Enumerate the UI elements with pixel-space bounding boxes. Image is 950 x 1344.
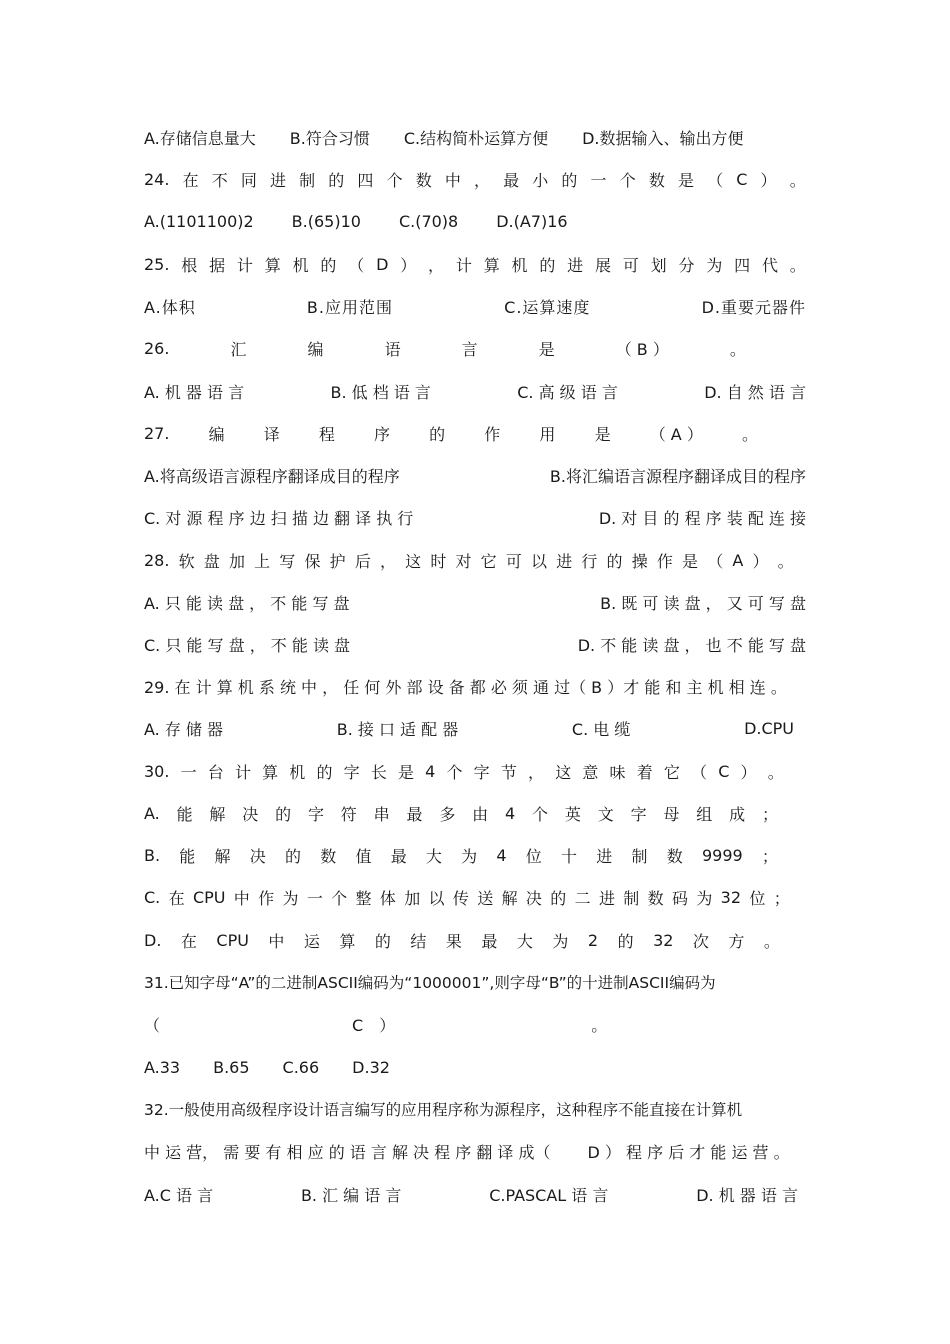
- q28-stem-token: （: [707, 551, 724, 571]
- q24-stem-token: 中: [444, 170, 461, 190]
- q31-option-d: D.32: [352, 1057, 390, 1077]
- q30-stem-token: 是: [397, 762, 414, 782]
- q28-option-d: D. 不 能 读 盘 ， 也 不 能 写 盘: [577, 635, 806, 655]
- q26-options: [144, 376, 806, 406]
- q30-option-c-token: 体: [379, 888, 396, 908]
- q30-stem-token: 一: [180, 762, 197, 782]
- q30-option-c-token: 中: [233, 888, 250, 908]
- q30-option-a-token: ；: [761, 804, 778, 824]
- q30-option-b-token: ；: [761, 846, 778, 866]
- q30-stem-token: 。: [767, 762, 784, 782]
- q30-option-b-token: 的: [284, 846, 301, 866]
- q27-stem-token: 序: [374, 424, 391, 444]
- q27-stem-token: 是: [594, 424, 611, 444]
- q28-stem-token: 软: [178, 551, 195, 571]
- q30-option-c-token: 进: [598, 888, 615, 908]
- q30-option-c-token: 位: [749, 888, 766, 908]
- q30-option-c-token: 加: [404, 888, 421, 908]
- q30-option-d-token: 的: [374, 931, 391, 951]
- q25-stem-token: 展: [595, 255, 612, 275]
- q24-stem-token: 。: [789, 170, 806, 190]
- q30-option-d-token: 的: [617, 931, 634, 951]
- q30-option-c-token: 的: [550, 888, 567, 908]
- q28-stem-token: 。: [777, 551, 794, 571]
- q30-option-d-token: 。: [763, 931, 780, 951]
- q27-stem-token: 编: [208, 424, 225, 444]
- q30-option-a-token: 的: [275, 804, 292, 824]
- q28-option-a: A. 只 能 读 盘 ， 不 能 写 盘: [144, 593, 350, 613]
- q24-stem: [144, 164, 806, 194]
- q30-option-a-token: 决: [242, 804, 259, 824]
- q25-stem-token: 计: [236, 255, 253, 275]
- q30-option-c-token: 决: [525, 888, 542, 908]
- q30-stem-token: 字: [343, 762, 360, 782]
- q26-option-c: C. 高 级 语 言: [517, 382, 618, 402]
- q28-stem-token: 的: [606, 551, 623, 571]
- q30-option-b: [144, 840, 778, 870]
- q30-option-b-token: 4: [496, 845, 507, 865]
- q23-option-a: A.存储信息量大: [144, 128, 256, 148]
- q24-stem-token: 进: [270, 170, 287, 190]
- q29-stem-text: 29. 在 计 算 机 系 统 中 ， 任 何 外 部 设 备 都 必 须 通 过（ B ）才 能 和 主 机 相 连 。: [144, 677, 787, 697]
- q30-option-c-token: ；: [773, 888, 790, 908]
- q30-option-c-token: 作: [258, 888, 275, 908]
- q28-stem-token: 以: [531, 551, 548, 571]
- q27-stem-token: 用: [539, 424, 556, 444]
- q27-stem: [144, 418, 758, 448]
- q30-option-d-token: 方: [728, 931, 745, 951]
- q32-stem-text-2: 中 运 营， 需 要 有 相 应 的 语 言 解 决 程 序 翻 译 成（ D ） 程 序 后 才 能 运 营 。: [144, 1142, 790, 1162]
- q30-option-c: [144, 882, 790, 912]
- q31-options: [144, 1052, 806, 1082]
- q24-stem-token: C: [736, 169, 748, 189]
- q31-stem-text: 31.已知字母“A”的二进制ASCII编码为“1000001”,则字母“B”的十进制ASCII编码为: [144, 974, 716, 992]
- q28-stem-token: 这: [405, 551, 422, 571]
- q24-stem-token: 个: [619, 170, 636, 190]
- q30-stem-token: 30.: [144, 761, 170, 781]
- q24-options: [144, 206, 806, 236]
- q26-option-a: A. 机 器 语 言: [144, 382, 245, 402]
- q30-option-c-token: 制: [623, 888, 640, 908]
- q30-stem-token: ，: [528, 762, 545, 782]
- q32-option-a: A.C 语 言: [144, 1185, 214, 1205]
- q29-options: [144, 713, 794, 743]
- q30-stem-token: 它: [663, 762, 680, 782]
- q24-stem-token: 一: [590, 170, 607, 190]
- q27-stem-token: 27.: [144, 423, 170, 443]
- q30-stem-token: 字: [473, 762, 490, 782]
- q30-option-b-token: 为: [461, 846, 478, 866]
- q28-stem-token: 后: [354, 551, 371, 571]
- q30-stem-token: 个: [446, 762, 463, 782]
- q30-option-a-token: 能: [176, 804, 193, 824]
- q25-option-d: D.重要元器件: [701, 297, 806, 317]
- q25-stem-token: 进: [567, 255, 584, 275]
- q30-stem-token: 味: [609, 762, 626, 782]
- q30-stem-token: 的: [316, 762, 333, 782]
- q25-stem-token: 机: [511, 255, 528, 275]
- q25-stem-token: 的: [320, 255, 337, 275]
- q25-stem-token: 的: [539, 255, 556, 275]
- q25-stem-token: 机: [292, 255, 309, 275]
- q27-options-cd: [144, 502, 806, 532]
- q30-option-c-token: 以: [428, 888, 445, 908]
- q30-option-c-token: 在: [168, 888, 185, 908]
- q30-option-a-token: 组: [696, 804, 713, 824]
- q30-option-a-token: 英: [564, 804, 581, 824]
- q30-stem: [144, 756, 784, 786]
- q27-stem-token: 。: [741, 424, 758, 444]
- q25-stem: [144, 249, 806, 279]
- q24-stem-token: 四: [357, 170, 374, 190]
- q30-option-d-token: 次: [692, 931, 709, 951]
- q30-stem-token: ）: [740, 762, 757, 782]
- q30-option-b-token: 制: [631, 846, 648, 866]
- q30-option-a-token: 字: [307, 804, 324, 824]
- q30-option-c-token: 为: [696, 888, 713, 908]
- q30-option-c-token: CPU: [192, 887, 226, 907]
- q30-stem-token: 算: [262, 762, 279, 782]
- q30-option-a-token: 由: [472, 804, 489, 824]
- q30-option-d-token: 算: [339, 931, 356, 951]
- q30-option-b-token: 位: [525, 846, 542, 866]
- q32-option-b: B. 汇 编 语 言: [300, 1185, 402, 1205]
- q28-stem-token: 对: [455, 551, 472, 571]
- q30-option-d-token: 在: [180, 931, 197, 951]
- q24-stem-token: 个: [386, 170, 403, 190]
- q26-option-d: D. 自 然 语 言: [704, 382, 806, 402]
- q25-stem-token: 算: [483, 255, 500, 275]
- q25-option-b: B.应用范围: [306, 297, 393, 317]
- q32-stem-line2: [144, 1136, 806, 1166]
- q31-answer: [144, 1009, 806, 1039]
- q26-stem-token: 编: [307, 339, 324, 359]
- q30-option-c-token: 二: [574, 888, 591, 908]
- q30-option-a-token: 个: [532, 804, 549, 824]
- q30-option-b-token: B.: [144, 845, 161, 865]
- q24-option-a: A.(1101100)2: [144, 211, 254, 231]
- q25-stem-token: 根: [181, 255, 198, 275]
- q30-option-a-token: 最: [406, 804, 423, 824]
- q30-option-d-token: 2: [587, 930, 599, 950]
- q25-stem-token: 划: [650, 255, 667, 275]
- q29-option-c: C. 电 缆: [571, 719, 631, 739]
- q25-stem-token: 算: [264, 255, 281, 275]
- q29-option-b: B. 接 口 适 配 器: [336, 719, 459, 739]
- q28-stem: [144, 545, 794, 575]
- q30-option-d: [144, 925, 780, 955]
- q30-option-d-token: 32: [653, 930, 674, 950]
- q26-stem-token: 汇: [230, 339, 247, 359]
- q24-stem-token: 小: [532, 170, 549, 190]
- q30-option-a-token: 4: [505, 803, 516, 823]
- q31-stem: [144, 967, 806, 997]
- q30-option-a-token: 文: [597, 804, 614, 824]
- q25-stem-token: 为: [706, 255, 723, 275]
- q30-option-c-token: 传: [452, 888, 469, 908]
- q26-stem: [144, 333, 806, 363]
- q25-stem-token: 四: [734, 255, 751, 275]
- q24-stem-token: 制: [299, 170, 316, 190]
- q30-option-b-token: 进: [596, 846, 613, 866]
- q25-stem-token: 25.: [144, 254, 170, 274]
- q30-option-d-token: 果: [445, 931, 462, 951]
- q24-stem-token: 不: [211, 170, 228, 190]
- q30-stem-token: 这: [555, 762, 572, 782]
- q27-option-d: D. 对 目 的 程 序 装 配 连 接: [598, 508, 806, 528]
- q28-stem-token: 它: [480, 551, 497, 571]
- q30-option-b-token: 能: [179, 846, 196, 866]
- q30-option-b-token: 数: [666, 846, 683, 866]
- q23-option-d: D.数据输入、输出方便: [582, 128, 744, 148]
- q27-option-c: C. 对 源 程 序 边 扫 描 边 翻 译 执 行: [144, 508, 414, 528]
- q31-period: 。: [591, 1015, 608, 1035]
- q30-stem-token: 长: [370, 762, 387, 782]
- q28-stem-token: ，: [379, 551, 396, 571]
- q25-options: [144, 291, 806, 321]
- q30-option-a-token: 符: [340, 804, 357, 824]
- q24-stem-token: 是: [677, 170, 694, 190]
- q30-option-a-token: 解: [209, 804, 226, 824]
- q30-stem-token: 台: [207, 762, 224, 782]
- q27-stem-token: 程: [318, 424, 335, 444]
- q28-stem-token: 可: [505, 551, 522, 571]
- q30-stem-token: 机: [289, 762, 306, 782]
- q30-option-a-token: 字: [630, 804, 647, 824]
- q31-option-c: C.66: [282, 1057, 320, 1077]
- q24-stem-token: 在: [182, 170, 199, 190]
- q28-stem-token: 是: [682, 551, 699, 571]
- q28-stem-token: 进: [556, 551, 573, 571]
- q30-stem-token: 意: [582, 762, 599, 782]
- q24-stem-token: 数: [415, 170, 432, 190]
- q32-option-c: C.PASCAL 语 言: [489, 1185, 609, 1205]
- q32-option-d: D. 机 器 语 言: [696, 1185, 798, 1205]
- q26-option-b: B. 低 档 语 言: [330, 382, 431, 402]
- q30-stem-token: 节: [500, 762, 517, 782]
- q28-stem-token: 写: [279, 551, 296, 571]
- q27-option-a: A.将高级语言源程序翻译成目的程序: [144, 466, 400, 486]
- q24-stem-token: ）: [760, 170, 777, 190]
- q30-option-c-token: 数: [647, 888, 664, 908]
- q30-option-a-token: 成: [729, 804, 746, 824]
- q25-stem-token: 。: [789, 255, 806, 275]
- q24-stem-token: 的: [561, 170, 578, 190]
- q27-option-b: B.将汇编语言源程序翻译成目的程序: [549, 466, 806, 486]
- q30-option-a-token: 串: [373, 804, 390, 824]
- q30-option-c-token: 32: [720, 887, 742, 907]
- q26-stem-token: 。: [729, 339, 746, 359]
- q24-stem-token: 的: [328, 170, 345, 190]
- q26-stem-token: （ B ）: [615, 339, 669, 359]
- q28-stem-token: 加: [228, 551, 245, 571]
- q31-option-b: B.65: [213, 1057, 250, 1077]
- q28-stem-token: 时: [430, 551, 447, 571]
- q31-open-paren: （: [144, 1015, 161, 1035]
- q28-stem-token: 护: [329, 551, 346, 571]
- q27-options-ab: [144, 460, 806, 490]
- q31-answer-letter: C ）: [352, 1015, 396, 1035]
- q30-option-b-token: 数: [320, 846, 337, 866]
- q30-option-b-token: 十: [561, 846, 578, 866]
- q30-option-c-token: 为: [282, 888, 299, 908]
- q30-option-d-token: 结: [410, 931, 427, 951]
- q29-option-d: D.CPU: [744, 718, 794, 738]
- q30-option-a: [144, 798, 778, 828]
- q30-option-b-token: 决: [249, 846, 266, 866]
- q27-stem-token: 作: [484, 424, 501, 444]
- q28-option-c: C. 只 能 写 盘 ， 不 能 读 盘: [144, 635, 351, 655]
- q25-option-c: C.运算速度: [504, 297, 591, 317]
- q25-stem-token: 据: [209, 255, 226, 275]
- q30-option-b-token: 最: [390, 846, 407, 866]
- q30-option-c-token: C.: [144, 887, 161, 907]
- q28-stem-token: 上: [254, 551, 271, 571]
- q25-stem-token: 计: [455, 255, 472, 275]
- q30-option-d-token: 中: [268, 931, 285, 951]
- q24-option-c: C.(70)8: [398, 211, 459, 231]
- q30-option-c-token: 送: [477, 888, 494, 908]
- q32-stem-line1: [144, 1094, 806, 1124]
- q30-option-a-token: 母: [663, 804, 680, 824]
- q28-stem-token: 作: [656, 551, 673, 571]
- q28-stem-token: 盘: [203, 551, 220, 571]
- q24-option-b: B.(65)10: [291, 211, 361, 231]
- q30-option-a-token: A.: [144, 803, 160, 823]
- q28-stem-token: 保: [304, 551, 321, 571]
- q25-stem-token: （: [348, 255, 365, 275]
- q27-stem-token: 译: [263, 424, 280, 444]
- q24-stem-token: 数: [648, 170, 665, 190]
- q24-stem-token: （: [707, 170, 724, 190]
- q30-stem-token: （: [691, 762, 708, 782]
- q30-option-d-token: 运: [303, 931, 320, 951]
- q27-stem-token: 的: [429, 424, 446, 444]
- q32-options: [144, 1179, 798, 1209]
- q30-stem-token: C: [718, 761, 730, 781]
- q25-stem-token: D: [376, 254, 389, 274]
- q30-option-d-token: 为: [552, 931, 569, 951]
- q30-option-c-token: 整: [355, 888, 372, 908]
- q25-option-a: A.体积: [144, 297, 196, 317]
- q30-option-d-token: D.: [144, 930, 162, 950]
- q23-options: [144, 122, 806, 152]
- q28-stem-token: ）: [752, 551, 769, 571]
- q25-stem-token: 分: [678, 255, 695, 275]
- q27-stem-token: （ A ）: [649, 424, 703, 444]
- q25-stem-token: 可: [622, 255, 639, 275]
- q30-option-b-token: 解: [214, 846, 231, 866]
- q24-stem-token: 24.: [144, 169, 170, 189]
- q30-option-c-token: 解: [501, 888, 518, 908]
- q30-option-c-token: 个: [331, 888, 348, 908]
- q29-option-a: A. 存 储 器: [144, 719, 224, 739]
- q26-stem-token: 是: [538, 339, 555, 359]
- q30-option-d-token: 最: [481, 931, 498, 951]
- q24-stem-token: 最: [503, 170, 520, 190]
- q30-option-a-token: 多: [439, 804, 456, 824]
- q30-option-b-token: 大: [425, 846, 442, 866]
- q28-stem-token: A: [732, 550, 744, 570]
- q28-options-ab: [144, 587, 806, 617]
- q28-stem-token: 28.: [144, 550, 170, 570]
- q30-option-d-token: CPU: [216, 930, 249, 950]
- q25-stem-token: ）: [400, 255, 417, 275]
- q24-stem-token: 同: [240, 170, 257, 190]
- q28-option-b: B. 既 可 读 盘 ， 又 可 写 盘: [600, 593, 806, 613]
- q30-option-d-token: 大: [516, 931, 533, 951]
- q31-option-a: A.33: [144, 1057, 181, 1077]
- q30-option-b-token: 值: [355, 846, 372, 866]
- q30-stem-token: 4: [425, 761, 436, 781]
- q23-option-b: B.符合习惯: [289, 128, 370, 148]
- q30-option-c-token: 一: [306, 888, 323, 908]
- q24-stem-token: ，: [473, 170, 490, 190]
- q23-option-c: C.结构简朴运算方便: [403, 128, 549, 148]
- q26-stem-token: 26.: [144, 338, 170, 358]
- q28-stem-token: 行: [581, 551, 598, 571]
- q25-stem-token: 代: [761, 255, 778, 275]
- q30-stem-token: 计: [234, 762, 251, 782]
- q26-stem-token: 言: [461, 339, 478, 359]
- q32-stem-text-1: 32.一般使用高级程序设计语言编写的应用程序称为源程序，这种程序不能直接在计算机: [144, 1101, 743, 1119]
- q28-options-cd: [144, 629, 806, 659]
- q28-stem-token: 操: [631, 551, 648, 571]
- q24-option-d: D.(A7)16: [496, 211, 568, 231]
- q30-option-b-token: 9999: [701, 845, 743, 865]
- q30-stem-token: 着: [636, 762, 653, 782]
- q25-stem-token: ，: [428, 255, 445, 275]
- q26-stem-token: 语: [384, 339, 401, 359]
- q30-option-c-token: 码: [671, 888, 688, 908]
- q29-stem: [144, 671, 806, 701]
